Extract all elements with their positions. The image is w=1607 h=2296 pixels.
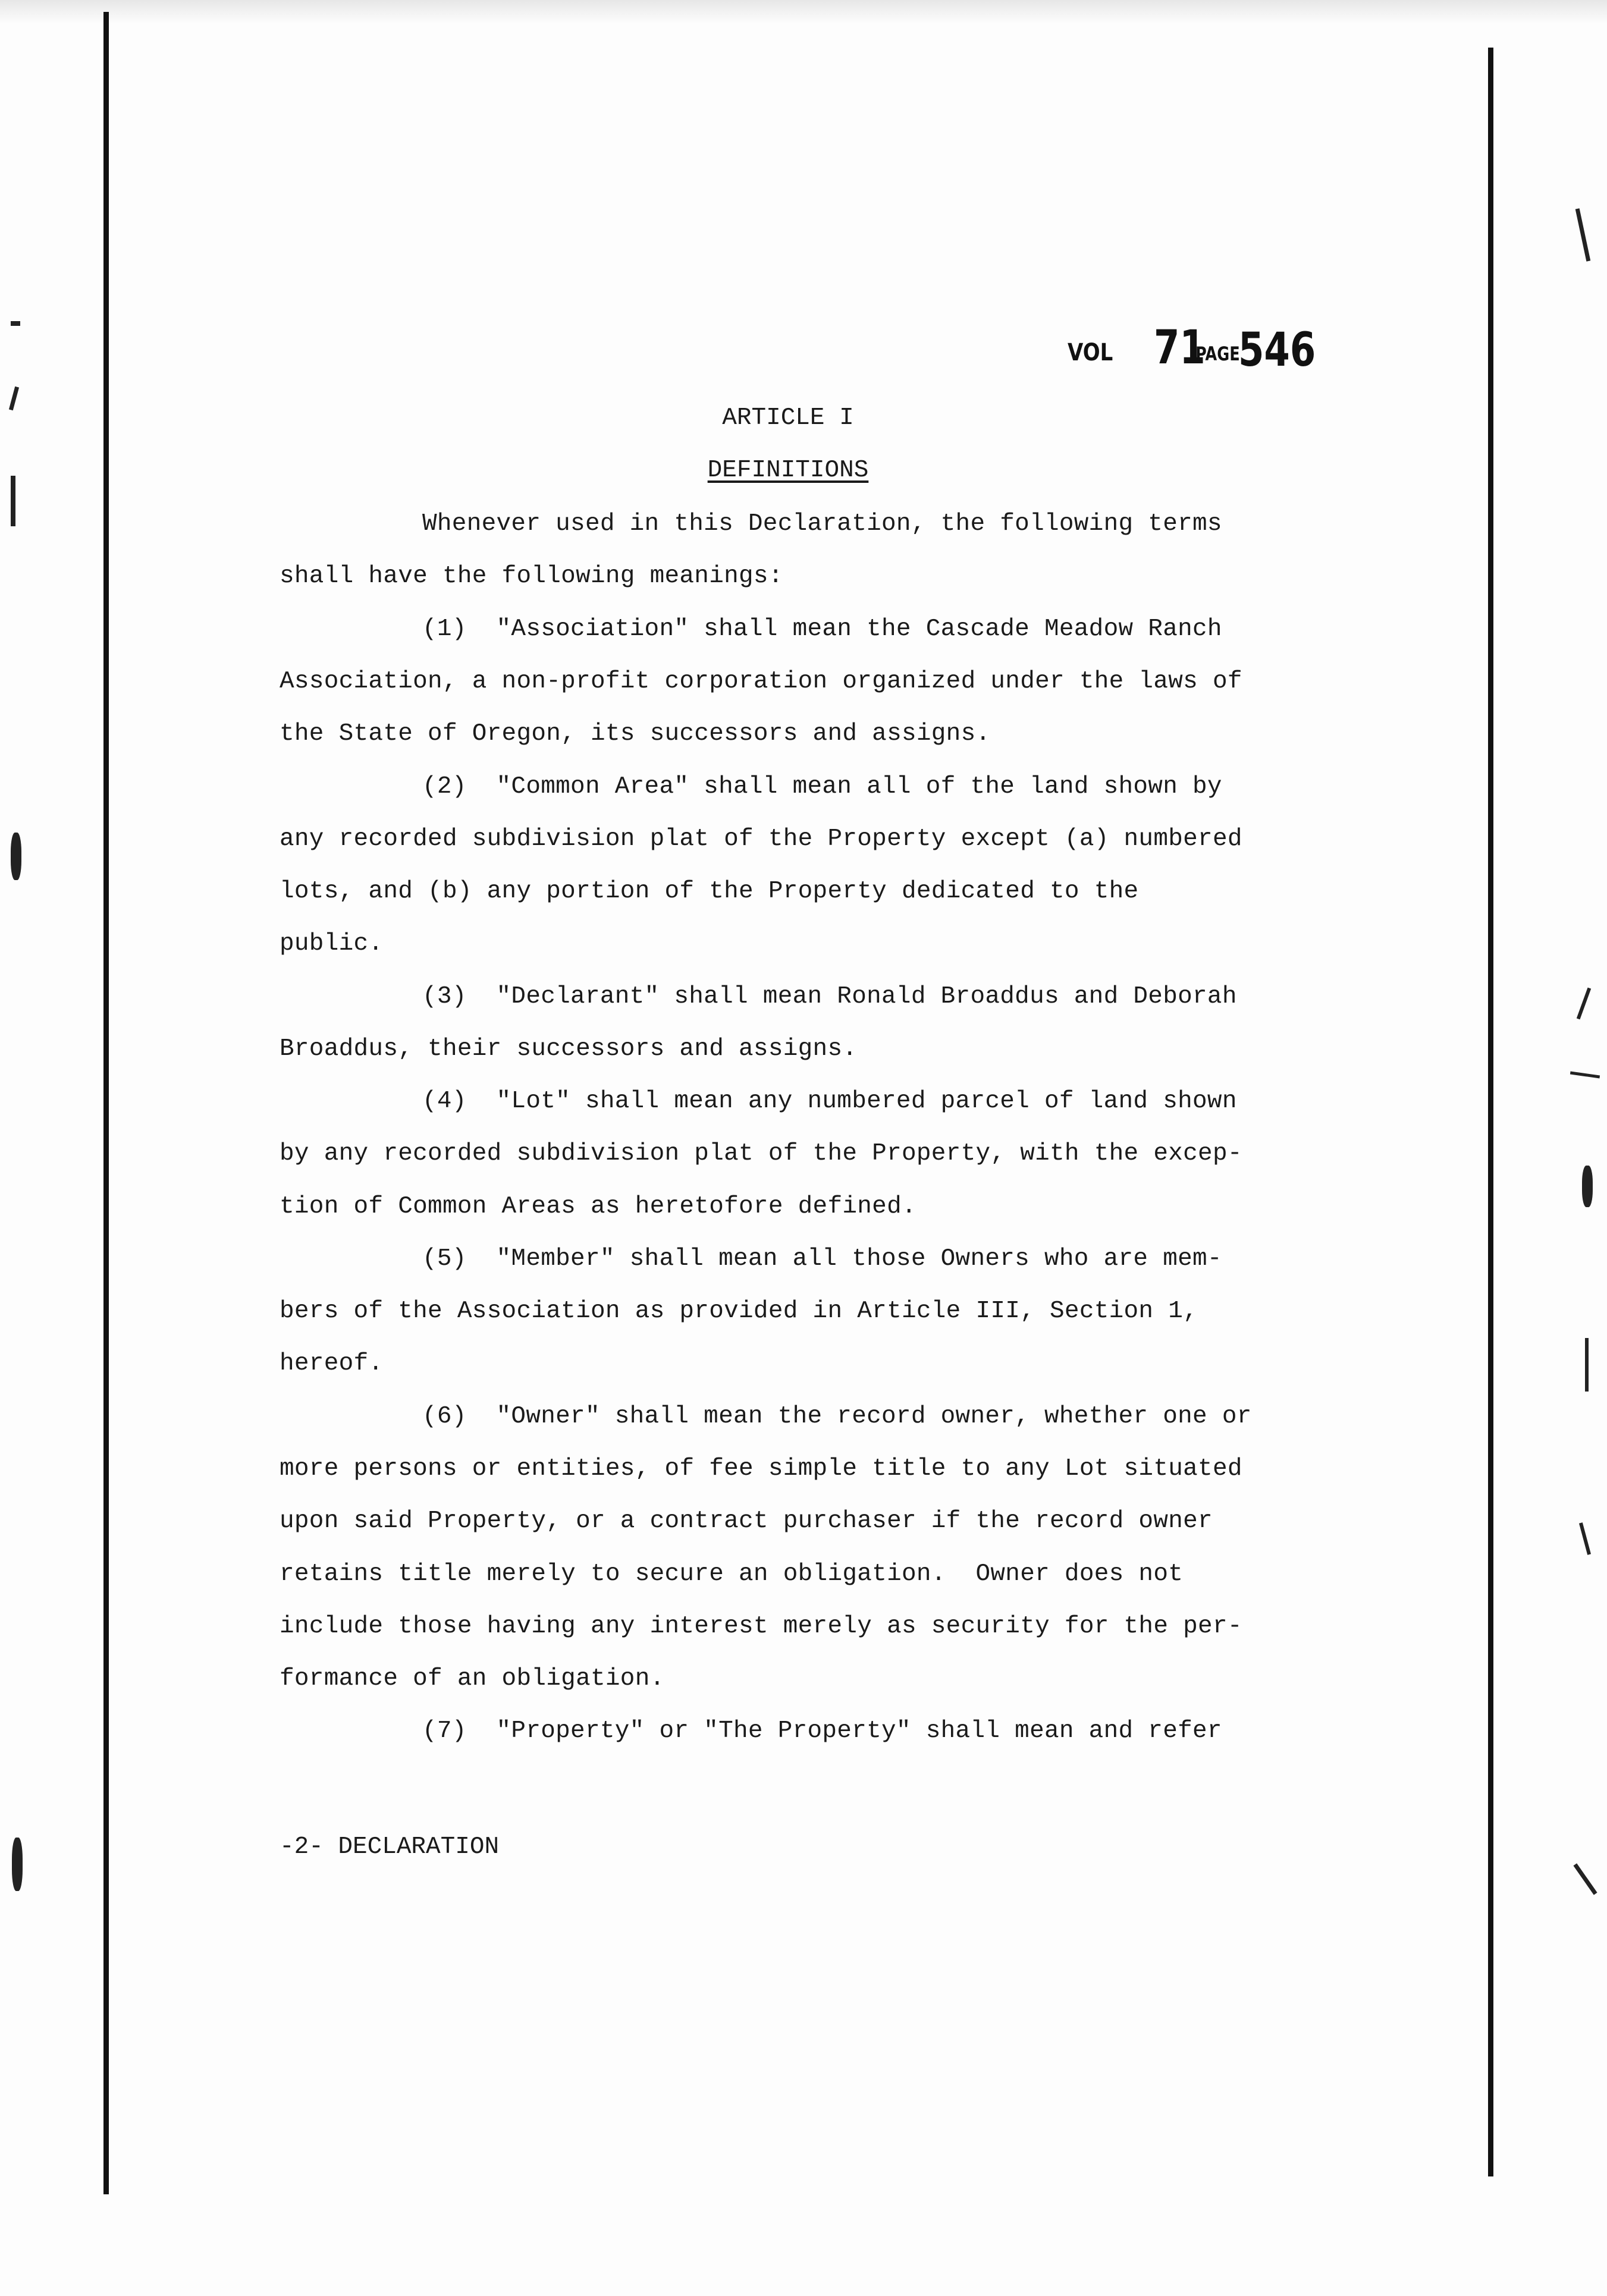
scan-artifact	[1577, 988, 1591, 1020]
text-line: include those having any interest merely as security for the per-	[280, 1613, 1242, 1640]
text-line: the State of Oregon, its successors and assigns.	[280, 720, 991, 747]
text-line: lots, and (b) any portion of the Property dedicated to the	[280, 878, 1139, 905]
stamp-page-label: PAGE	[1195, 343, 1240, 365]
text-line: (5) "Member" shall mean all those Owners who are mem-	[422, 1245, 1222, 1273]
article-subtitle: DEFINITIONS	[707, 457, 869, 484]
text-line: retains title merely to secure an obligation. Owner does not	[280, 1560, 1184, 1588]
scan-edge-shadow	[0, 0, 1607, 24]
text-line: (7) "Property" or "The Property" shall mean and refer	[422, 1717, 1222, 1745]
scan-artifact	[1575, 208, 1591, 261]
text-line: formance of an obligation.	[280, 1665, 665, 1692]
scan-artifact	[1582, 1166, 1593, 1207]
scan-artifact	[1570, 1072, 1600, 1079]
text-line: (2) "Common Area" shall mean all of the land shown by	[422, 773, 1222, 800]
left-margin-rule	[103, 12, 109, 2194]
text-line: Association, a non-profit corporation organized under the laws of	[280, 668, 1242, 695]
text-line: (6) "Owner" shall mean the record owner, whether one or	[422, 1403, 1252, 1430]
text-line: any recorded subdivision plat of the Property except (a) numbered	[280, 825, 1242, 853]
text-line: (3) "Declarant" shall mean Ronald Broaddus and Deborah	[422, 983, 1237, 1010]
text-line: (4) "Lot" shall mean any numbered parcel of land shown	[422, 1088, 1237, 1115]
text-line: public.	[280, 930, 384, 957]
scan-artifact	[11, 833, 21, 880]
stamp-vol-number: 71	[1154, 321, 1206, 375]
text-line: (1) "Association" shall mean the Cascade Meadow Ranch	[422, 615, 1222, 643]
text-line: bers of the Association as provided in Article III, Section 1,	[280, 1298, 1198, 1325]
text-line: by any recorded subdivision plat of the Property, with the excep-	[280, 1140, 1242, 1167]
scan-artifact	[1585, 1338, 1589, 1392]
text-line: Broaddus, their successors and assigns.	[280, 1035, 858, 1063]
scan-artifact	[12, 1838, 23, 1891]
right-margin-rule	[1488, 48, 1493, 2176]
text-line: hereof.	[280, 1350, 384, 1377]
text-line: Whenever used in this Declaration, the following terms	[422, 510, 1222, 538]
scan-artifact	[11, 321, 20, 326]
text-line: upon said Property, or a contract purchaser if the record owner	[280, 1507, 1213, 1535]
page-footer: -2- DECLARATION	[280, 1833, 500, 1861]
text-line: shall have the following meanings:	[280, 563, 783, 590]
article-title: ARTICLE I	[722, 404, 854, 432]
scan-artifact	[1579, 1522, 1591, 1555]
text-line: more persons or entities, of fee simple title to any Lot situated	[280, 1455, 1242, 1482]
recording-stamp	[1068, 321, 1317, 375]
stamp-vol-label: VOL	[1068, 339, 1113, 366]
scan-artifact	[1573, 1863, 1597, 1895]
stamp-page-number: 546	[1238, 323, 1316, 377]
text-line: tion of Common Areas as heretofore defined.	[280, 1193, 917, 1220]
